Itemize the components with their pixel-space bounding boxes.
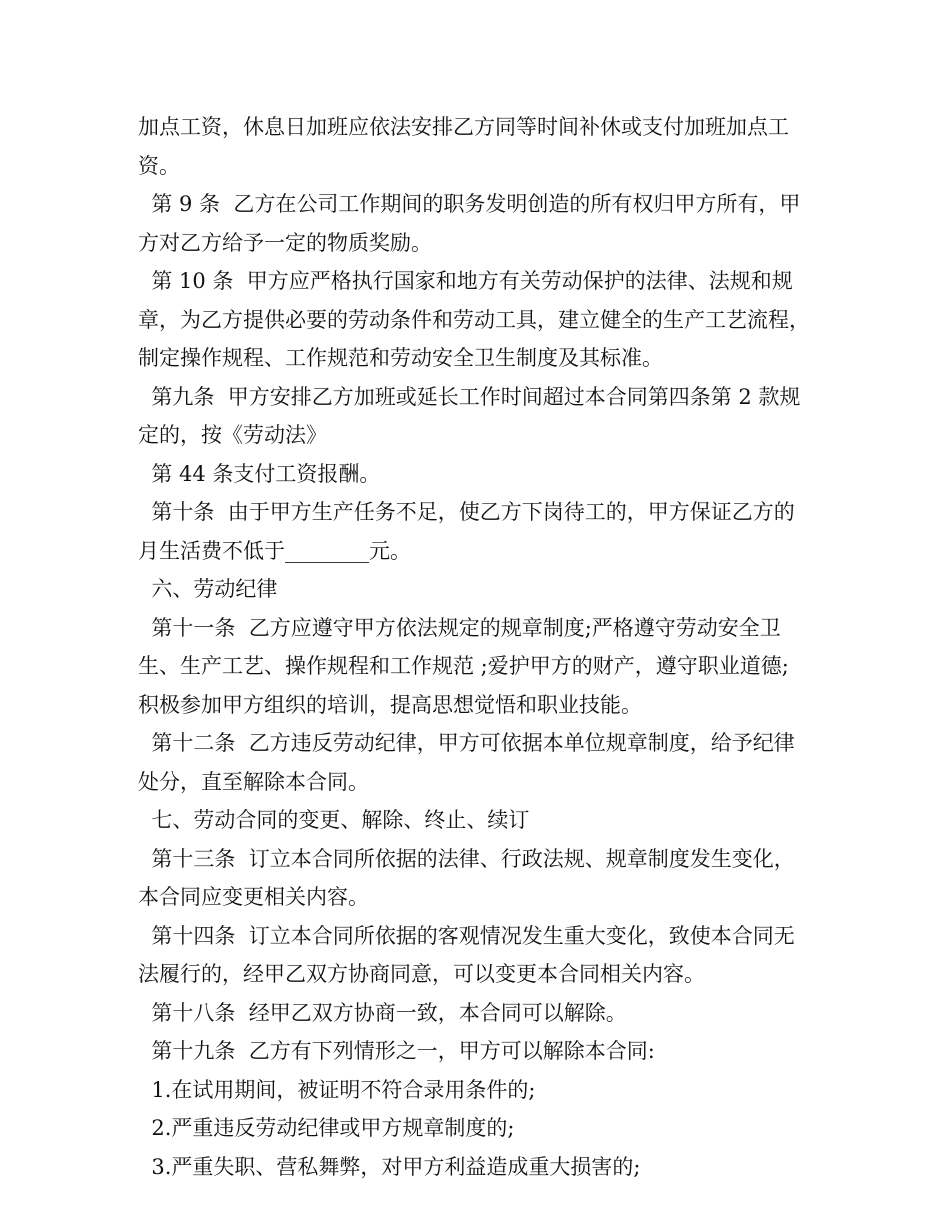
text-line: 生、生产工艺、操作规程和工作规范 ;爱护甲方的财产，遵守职业道德; [138,654,789,678]
article-thirteen-line: 第十三条 订立本合同所依据的法律、行政法规、规章制度发生变化， [138,846,795,871]
article-eighteen-line: 第十八条 经甲乙双方协商一致，本合同可以解除。 [138,1000,627,1025]
list-item: 3.严重失职、营私舞弊，对甲方利益造成重大损害的; [138,1154,641,1179]
article-twelve-line: 第十二条 乙方违反劳动纪律，甲方可依据本单位规章制度，给予纪律 [138,731,795,755]
article-fourteen-line: 第十四条 订立本合同所依据的客观情况发生重大变化，致使本合同无 [138,923,795,948]
article-9-line: 第 9 条 乙方在公司工作期间的职务发明创造的所有权归甲方所有，甲 [138,192,801,216]
article-eleven-line: 第十一条 乙方应遵守甲方依法规定的规章制度;严格遵守劳动安全卫 [138,615,781,640]
text-line: 处分，直至解除本合同。 [138,769,369,794]
document-body [138,108,828,1186]
list-item: 1.在试用期间，被证明不符合录用条件的; [138,1077,536,1102]
list-item: 2.严重违反劳动纪律或甲方规章制度的; [138,1116,515,1140]
section-heading: 六、劳动纪律 [138,577,278,601]
article-nine-line: 第九条 甲方安排乙方加班或延长工作时间超过本合同第四条第 2 款规 [138,384,801,409]
text-line: 加点工资，休息日加班应依法安排乙方同等时间补休或支付加班加点工 [138,115,789,139]
text-line: 资。 [138,153,180,178]
article-44-line: 第 44 条支付工资报酬。 [138,461,381,486]
article-nineteen-line: 第十九条 乙方有下列情形之一，甲方可以解除本合同: [138,1039,655,1063]
text-line: 本合同应变更相关内容。 [138,885,369,909]
text-line: 月生活费不低于________元。 [138,538,411,563]
article-10-line: 第 10 条 甲方应严格执行国家和地方有关劳动保护的法律、法规和规 [138,269,793,293]
text-line: 方对乙方给予一定的物质奖励。 [138,230,432,255]
section-heading: 七、劳动合同的变更、解除、终止、续订 [138,808,530,832]
text-line: 积极参加甲方组织的培训，提高思想觉悟和职业技能。 [138,692,642,717]
text-line: 定的，按《劳动法》 [138,423,327,447]
article-ten-line: 第十条 由于甲方生产任务不足，使乙方下岗待工的，甲方保证乙方的 [138,500,795,524]
text-line: 制定操作规程、工作规范和劳动安全卫生制度及其标准。 [138,346,663,370]
text-line: 法履行的，经甲乙双方协商同意，可以变更本合同相关内容。 [138,962,705,986]
text-line: 章，为乙方提供必要的劳动条件和劳动工具，建立健全的生产工艺流程， [138,307,810,332]
